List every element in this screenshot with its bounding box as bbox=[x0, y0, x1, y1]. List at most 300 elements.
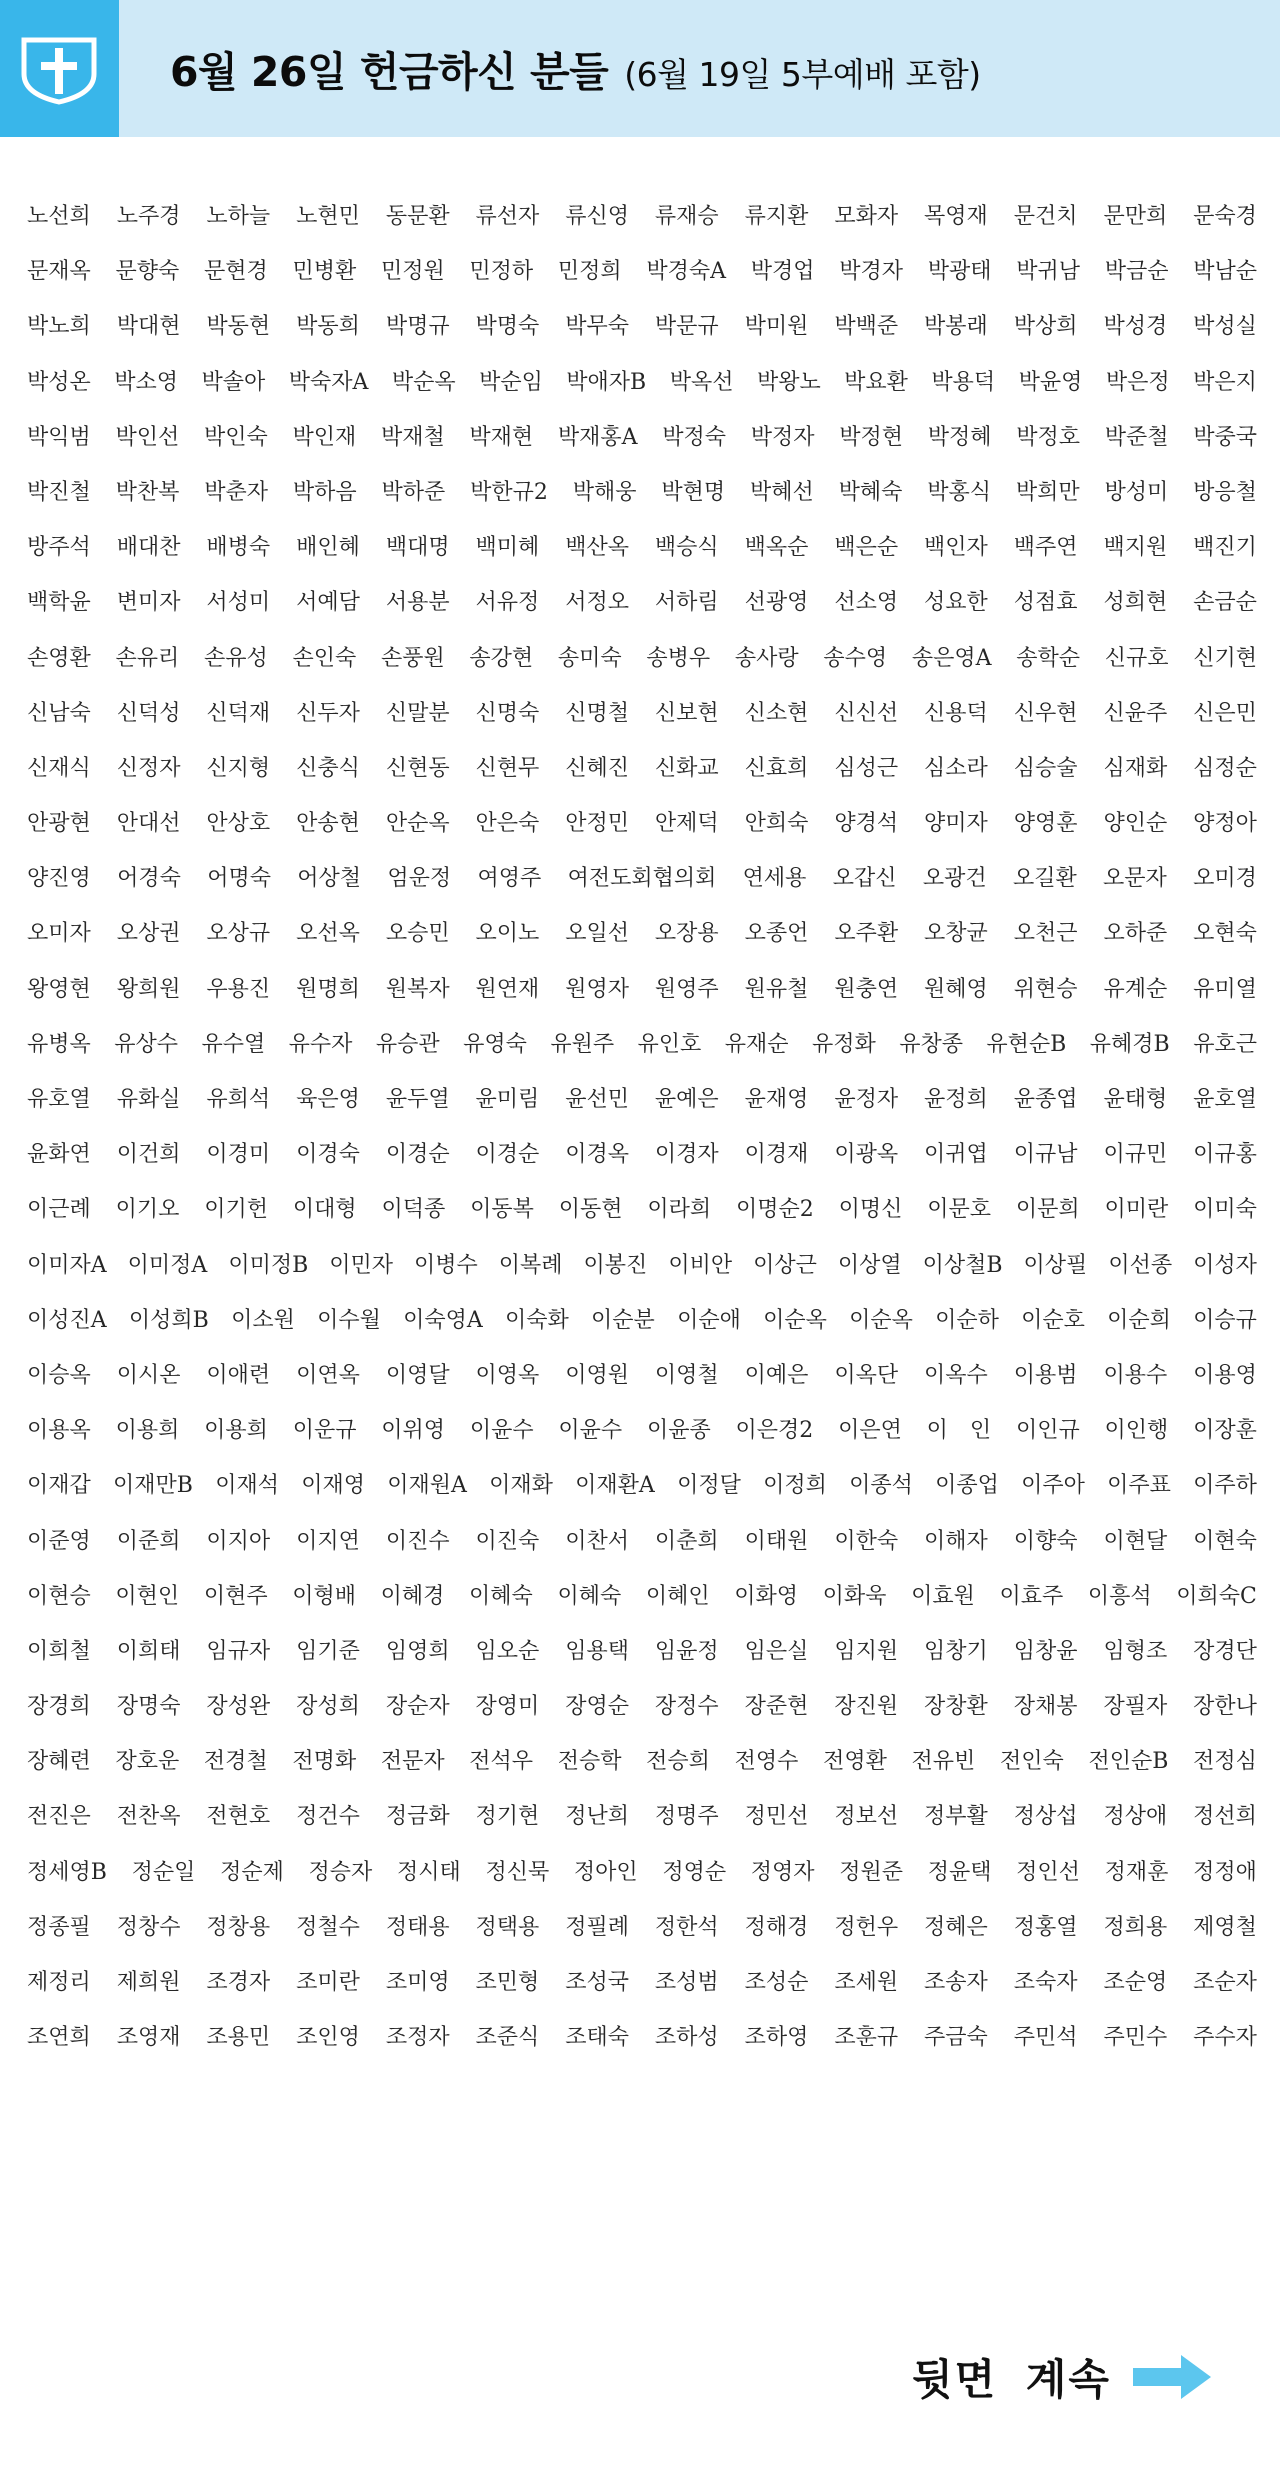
donor-name: 이영옥 bbox=[475, 1362, 540, 1388]
donor-name: 안광현 bbox=[27, 811, 91, 837]
donor-name: 정시태 bbox=[396, 1859, 461, 1885]
donor-name: 이용수 bbox=[1103, 1362, 1168, 1388]
donor-name: 이재갑 bbox=[27, 1473, 91, 1499]
donor-name: 전유빈 bbox=[911, 1749, 976, 1775]
donor-name: 심성근 bbox=[834, 755, 899, 781]
donor-name: 이소원 bbox=[231, 1307, 295, 1333]
donor-name: 이현주 bbox=[203, 1583, 268, 1609]
donor-name: 정승자 bbox=[308, 1859, 373, 1885]
donor-name: 신소현 bbox=[744, 700, 809, 726]
donor-name: 이주하 bbox=[1193, 1473, 1257, 1499]
donor-name: 이혜경 bbox=[380, 1583, 445, 1609]
donor-name: 이경순 bbox=[385, 1142, 450, 1168]
donor-name: 이성진A bbox=[27, 1307, 107, 1333]
donor-name: 이복례 bbox=[498, 1252, 563, 1278]
donor-name: 임윤정 bbox=[654, 1638, 719, 1664]
donor-name: 이지아 bbox=[206, 1528, 271, 1554]
donor-name: 박재현 bbox=[469, 424, 534, 450]
donor-name: 유화실 bbox=[116, 1087, 181, 1112]
donor-name: 이숙영A bbox=[403, 1307, 483, 1333]
donor-name: 정부활 bbox=[924, 1804, 988, 1830]
donor-name: 윤화연 bbox=[27, 1142, 91, 1168]
donor-name: 심정순 bbox=[1193, 755, 1257, 781]
donor-name: 이희숙C bbox=[1176, 1583, 1257, 1609]
donor-name: 박성온 bbox=[27, 369, 91, 395]
donor-name: 정영자 bbox=[750, 1859, 815, 1885]
donor-name: 송학순 bbox=[1016, 645, 1080, 671]
donor-name: 원충연 bbox=[834, 976, 899, 1002]
donor-name: 원명희 bbox=[296, 976, 360, 1002]
donor-name: 여전도회협의회 bbox=[567, 866, 717, 892]
donor-name: 이용범 bbox=[1013, 1362, 1078, 1388]
donor-name: 이혜숙 bbox=[469, 1583, 533, 1609]
title-main: 6월 26일 헌금하신 분들 bbox=[170, 48, 609, 96]
donor-name: 이미자A bbox=[27, 1252, 107, 1278]
donor-name: 백승식 bbox=[654, 535, 719, 561]
continue-label: 뒷면 계속 bbox=[912, 2355, 1111, 2404]
donor-name: 이경옥 bbox=[565, 1142, 629, 1168]
donor-name: 이재화 bbox=[489, 1473, 553, 1499]
donor-name: 정영순 bbox=[662, 1859, 727, 1885]
donor-name: 문만희 bbox=[1103, 204, 1168, 229]
donor-name: 선광영 bbox=[744, 590, 809, 616]
donor-name: 박봉래 bbox=[924, 314, 988, 340]
name-row bbox=[27, 1248, 1257, 1303]
page-title bbox=[170, 0, 981, 137]
donor-name: 임규자 bbox=[206, 1638, 271, 1664]
cross-shield-icon bbox=[20, 36, 98, 106]
donor-name: 박한규2 bbox=[470, 479, 548, 505]
donor-name: 오하준 bbox=[1103, 921, 1168, 947]
donor-name: 이명신 bbox=[838, 1197, 903, 1223]
donor-name: 어경숙 bbox=[117, 866, 181, 892]
donor-name: 이순호 bbox=[1021, 1307, 1085, 1333]
donor-name: 양영훈 bbox=[1013, 811, 1078, 837]
donor-name: 이주표 bbox=[1107, 1473, 1171, 1499]
donor-name: 이경순 bbox=[475, 1142, 540, 1168]
donor-name: 류재승 bbox=[654, 204, 719, 229]
donor-name: 여영주 bbox=[477, 866, 542, 892]
donor-name: 정상섭 bbox=[1013, 1804, 1078, 1830]
donor-name: 전명화 bbox=[292, 1749, 357, 1775]
donor-name: 이해자 bbox=[924, 1528, 988, 1554]
donor-name: 노선희 bbox=[27, 204, 91, 229]
donor-name: 유희석 bbox=[206, 1087, 271, 1112]
donor-name: 조민형 bbox=[475, 1970, 540, 1995]
donor-name: 박익범 bbox=[27, 424, 91, 450]
donor-name: 박정현 bbox=[839, 424, 904, 450]
donor-name: 유창종 bbox=[899, 1031, 963, 1057]
donor-name: 이봉진 bbox=[583, 1252, 648, 1278]
donor-name: 유정화 bbox=[811, 1031, 876, 1057]
donor-name: 오갑신 bbox=[832, 866, 897, 892]
donor-name: 정창용 bbox=[206, 1914, 271, 1940]
donor-name: 이지연 bbox=[296, 1528, 360, 1554]
name-row bbox=[27, 420, 1257, 475]
donor-name: 이경숙 bbox=[296, 1142, 360, 1168]
donor-name: 오상규 bbox=[206, 921, 271, 947]
donor-name: 이현숙 bbox=[1193, 1528, 1257, 1554]
donor-name: 이윤수 bbox=[558, 1418, 623, 1444]
right-arrow-icon bbox=[1133, 2355, 1211, 2399]
donor-name: 이태원 bbox=[744, 1528, 809, 1554]
donor-name: 양미자 bbox=[924, 811, 988, 837]
donor-name: 류지환 bbox=[744, 204, 809, 229]
donor-name: 안상호 bbox=[206, 811, 271, 837]
donor-name: 서용분 bbox=[385, 590, 450, 616]
donor-name: 이찬서 bbox=[565, 1528, 629, 1554]
donor-name: 원연재 bbox=[475, 976, 540, 1002]
donor-name: 이 인 bbox=[926, 1418, 992, 1444]
donor-name: 어명숙 bbox=[207, 866, 271, 892]
donor-name: 제정리 bbox=[27, 1970, 91, 1995]
donor-name: 정홍열 bbox=[1013, 1914, 1078, 1940]
name-row bbox=[27, 972, 1257, 1027]
donor-name: 신두자 bbox=[296, 700, 360, 726]
donor-name: 장명숙 bbox=[116, 1694, 181, 1720]
name-row bbox=[27, 585, 1257, 640]
donor-name: 조하영 bbox=[744, 2025, 809, 2051]
name-row bbox=[27, 1303, 1257, 1358]
donor-name: 장필자 bbox=[1103, 1694, 1168, 1720]
donor-name: 박미원 bbox=[744, 314, 809, 340]
donor-name: 장채봉 bbox=[1013, 1694, 1078, 1720]
name-row bbox=[27, 1965, 1257, 2020]
donor-name: 민정희 bbox=[557, 259, 622, 285]
donor-name: 이승규 bbox=[1193, 1307, 1257, 1333]
donor-name: 임영희 bbox=[385, 1638, 450, 1664]
donor-name: 안송현 bbox=[296, 811, 360, 837]
donor-name: 이미란 bbox=[1104, 1197, 1169, 1223]
donor-name: 이현인 bbox=[115, 1583, 180, 1609]
donor-name: 문향숙 bbox=[115, 259, 180, 285]
donor-name: 이재만B bbox=[113, 1473, 193, 1499]
donor-name: 임은실 bbox=[744, 1638, 809, 1664]
donor-name: 박무숙 bbox=[565, 314, 629, 340]
name-row bbox=[27, 861, 1257, 916]
donor-name: 박정호 bbox=[1016, 424, 1080, 450]
donor-name: 이효주 bbox=[999, 1583, 1064, 1609]
name-row bbox=[27, 199, 1257, 254]
donor-name: 오상권 bbox=[116, 921, 181, 947]
donor-name: 이병수 bbox=[414, 1252, 478, 1278]
donor-name: 정태용 bbox=[385, 1914, 450, 1940]
donor-name: 박요환 bbox=[844, 369, 908, 395]
donor-name: 조성범 bbox=[654, 1970, 719, 1995]
donor-name: 오길환 bbox=[1012, 866, 1077, 892]
donor-name: 임창기 bbox=[924, 1638, 988, 1664]
name-row bbox=[27, 751, 1257, 806]
donor-name: 오이노 bbox=[475, 921, 540, 947]
donor-name: 이명순2 bbox=[736, 1197, 814, 1223]
donor-name: 신덕성 bbox=[116, 700, 181, 726]
donor-name: 이광옥 bbox=[834, 1142, 899, 1168]
donor-name: 정윤택 bbox=[927, 1859, 992, 1885]
donor-name: 손유리 bbox=[115, 645, 180, 671]
donor-name: 오장용 bbox=[654, 921, 719, 947]
donor-name: 오승민 bbox=[385, 921, 450, 947]
donor-name: 정택용 bbox=[475, 1914, 540, 1940]
donor-name: 전석우 bbox=[469, 1749, 534, 1775]
donor-name: 박인선 bbox=[115, 424, 180, 450]
donor-name: 윤재영 bbox=[744, 1087, 809, 1112]
donor-name: 임오순 bbox=[475, 1638, 540, 1664]
donor-name: 방응철 bbox=[1193, 479, 1257, 505]
donor-name: 신남숙 bbox=[27, 700, 91, 726]
donor-name: 원유철 bbox=[744, 976, 809, 1002]
donor-name: 신명철 bbox=[565, 700, 629, 726]
donor-name: 신정자 bbox=[116, 755, 181, 781]
donor-name: 유원주 bbox=[550, 1031, 615, 1057]
donor-name: 주금숙 bbox=[924, 2025, 988, 2051]
donor-name: 장영순 bbox=[565, 1694, 629, 1720]
name-row bbox=[27, 1744, 1257, 1799]
donor-name: 신기현 bbox=[1193, 645, 1257, 671]
donor-name: 백학윤 bbox=[27, 590, 91, 616]
donor-name: 이귀엽 bbox=[924, 1142, 988, 1168]
donor-name: 장순자 bbox=[385, 1694, 450, 1720]
donor-name: 원영주 bbox=[654, 976, 719, 1002]
donor-name: 신지형 bbox=[206, 755, 271, 781]
donor-name: 장창환 bbox=[924, 1694, 988, 1720]
donor-name: 박백준 bbox=[834, 314, 899, 340]
donor-name: 조준식 bbox=[475, 2025, 540, 2051]
donor-name: 장한나 bbox=[1193, 1694, 1257, 1720]
donor-name: 손영환 bbox=[27, 645, 91, 671]
name-row bbox=[27, 365, 1257, 420]
donor-name: 민정원 bbox=[380, 259, 445, 285]
donor-name: 이기헌 bbox=[204, 1197, 269, 1223]
donor-name: 전승학 bbox=[557, 1749, 622, 1775]
donor-name: 이한숙 bbox=[834, 1528, 899, 1554]
donor-name: 주수자 bbox=[1193, 2025, 1257, 2051]
donor-name: 배인혜 bbox=[296, 535, 360, 561]
donor-name: 서예담 bbox=[296, 590, 360, 616]
donor-name: 이상필 bbox=[1023, 1252, 1088, 1278]
donor-name: 이영달 bbox=[385, 1362, 450, 1388]
donor-name: 이경자 bbox=[654, 1142, 719, 1168]
donor-name: 윤호열 bbox=[1193, 1087, 1257, 1112]
donor-name: 박용덕 bbox=[931, 369, 996, 395]
donor-name: 이재환A bbox=[575, 1473, 655, 1499]
donor-name: 송병우 bbox=[646, 645, 711, 671]
donor-name: 이용희 bbox=[204, 1418, 268, 1444]
donor-name: 신규호 bbox=[1104, 645, 1169, 671]
donor-name: 이문희 bbox=[1015, 1197, 1080, 1223]
donor-name: 제영철 bbox=[1193, 1914, 1257, 1940]
donor-name: 전정심 bbox=[1193, 1749, 1257, 1775]
donor-name: 안순옥 bbox=[385, 811, 450, 837]
donor-name: 이영철 bbox=[654, 1362, 719, 1388]
donor-name: 정난희 bbox=[565, 1804, 629, 1830]
donor-name: 이미정A bbox=[127, 1252, 208, 1278]
donor-name: 이동복 bbox=[470, 1197, 534, 1223]
donor-name: 송수영 bbox=[823, 645, 888, 671]
donor-name: 이종업 bbox=[935, 1473, 999, 1499]
donor-name: 정건수 bbox=[296, 1804, 360, 1830]
donor-name: 오일선 bbox=[565, 921, 629, 947]
donor-name: 오선옥 bbox=[296, 921, 360, 947]
donor-name: 원혜영 bbox=[924, 976, 988, 1002]
donor-name: 이인행 bbox=[1104, 1418, 1169, 1444]
donor-name: 정민선 bbox=[744, 1804, 809, 1830]
donor-name: 이라희 bbox=[647, 1197, 712, 1223]
donor-name: 박귀남 bbox=[1016, 259, 1080, 285]
donor-name: 왕희원 bbox=[116, 976, 181, 1002]
donor-name: 장성완 bbox=[206, 1694, 271, 1720]
donor-name: 이정달 bbox=[677, 1473, 741, 1499]
donor-name: 박동현 bbox=[206, 314, 271, 340]
donor-name: 조하성 bbox=[654, 2025, 719, 2051]
donor-name: 제희원 bbox=[116, 1970, 181, 1995]
donor-name: 윤예은 bbox=[654, 1087, 719, 1112]
donor-name: 장진원 bbox=[834, 1694, 899, 1720]
donor-name: 육은영 bbox=[296, 1087, 360, 1112]
donor-name: 박숙자A bbox=[288, 369, 369, 395]
donor-name: 연세용 bbox=[742, 866, 807, 892]
donor-name: 박진철 bbox=[27, 479, 91, 505]
donor-name: 서하림 bbox=[654, 590, 719, 616]
donor-name: 서유정 bbox=[475, 590, 540, 616]
donor-name: 박정자 bbox=[750, 424, 815, 450]
donor-name: 이윤수 bbox=[469, 1418, 534, 1444]
donor-name: 안제덕 bbox=[654, 811, 719, 837]
donor-name: 임창윤 bbox=[1013, 1638, 1078, 1664]
donor-name: 이예은 bbox=[744, 1362, 809, 1388]
donor-name: 백산옥 bbox=[565, 535, 629, 561]
donor-name: 박재철 bbox=[380, 424, 445, 450]
donor-name: 정해경 bbox=[744, 1914, 809, 1940]
donor-name: 이준영 bbox=[27, 1528, 91, 1554]
donor-name: 신덕재 bbox=[206, 700, 271, 726]
donor-name: 이대형 bbox=[292, 1197, 357, 1223]
donor-name: 송강현 bbox=[469, 645, 534, 671]
donor-name: 백지원 bbox=[1103, 535, 1168, 561]
donor-name: 신재식 bbox=[27, 755, 91, 781]
donor-name: 이효원 bbox=[911, 1583, 975, 1609]
donor-name: 장경희 bbox=[27, 1694, 91, 1720]
name-row bbox=[27, 806, 1257, 861]
donor-name: 정종필 bbox=[27, 1914, 91, 1940]
donor-name: 이덕종 bbox=[381, 1197, 446, 1223]
donor-name: 박경숙A bbox=[646, 259, 727, 285]
donor-name: 정재훈 bbox=[1104, 1859, 1169, 1885]
donor-name: 박홍식 bbox=[927, 479, 992, 505]
donor-name: 박노희 bbox=[27, 314, 91, 340]
donor-name: 유재순 bbox=[724, 1031, 789, 1057]
name-row bbox=[27, 1358, 1257, 1413]
donor-name: 박대현 bbox=[116, 314, 181, 340]
name-row bbox=[27, 1413, 1257, 1468]
donor-name: 유영숙 bbox=[463, 1031, 527, 1057]
donor-name: 이근례 bbox=[27, 1197, 91, 1223]
donor-name: 유수열 bbox=[201, 1031, 266, 1057]
donor-name: 전진은 bbox=[27, 1804, 91, 1830]
donor-name: 박은지 bbox=[1193, 369, 1257, 395]
donor-name: 이연옥 bbox=[296, 1362, 360, 1388]
donor-name: 정인선 bbox=[1016, 1859, 1080, 1885]
donor-name: 장성희 bbox=[296, 1694, 360, 1720]
donor-name: 조용민 bbox=[206, 2025, 271, 2051]
donor-name: 민병환 bbox=[292, 259, 357, 285]
donor-name: 선소영 bbox=[834, 590, 899, 616]
donor-name: 신충식 bbox=[296, 755, 360, 781]
donor-name: 이운규 bbox=[292, 1418, 357, 1444]
donor-name: 안은숙 bbox=[475, 811, 540, 837]
donor-name: 장정수 bbox=[654, 1694, 719, 1720]
donor-name: 박성경 bbox=[1103, 314, 1168, 340]
donor-name: 전경철 bbox=[203, 1749, 268, 1775]
donor-name: 이향숙 bbox=[1013, 1528, 1078, 1554]
donor-name: 정선희 bbox=[1193, 1804, 1257, 1830]
donor-name: 이순희 bbox=[1107, 1307, 1171, 1333]
name-row bbox=[27, 530, 1257, 585]
donor-name: 유수자 bbox=[288, 1031, 353, 1057]
donor-name: 유현순B bbox=[986, 1031, 1067, 1057]
donor-name: 윤태형 bbox=[1103, 1087, 1168, 1112]
donor-name: 정아인 bbox=[573, 1859, 638, 1885]
donor-name: 조성국 bbox=[565, 1970, 629, 1995]
donor-name: 이미숙 bbox=[1193, 1197, 1257, 1223]
donor-name: 문현경 bbox=[203, 259, 268, 285]
donor-name: 윤선민 bbox=[565, 1087, 629, 1112]
donor-name: 박소영 bbox=[114, 369, 178, 395]
donor-name: 유혜경B bbox=[1089, 1031, 1170, 1057]
donor-name: 신우현 bbox=[1013, 700, 1078, 726]
donor-name: 박상희 bbox=[1013, 314, 1078, 340]
donor-name: 박명규 bbox=[385, 314, 450, 340]
donor-name: 이문호 bbox=[927, 1197, 992, 1223]
donor-name: 이미정B bbox=[228, 1252, 309, 1278]
donor-name: 심재화 bbox=[1103, 755, 1168, 781]
donor-name: 임기준 bbox=[296, 1638, 360, 1664]
name-row bbox=[27, 254, 1257, 309]
donor-name: 신말분 bbox=[385, 700, 450, 726]
donor-name: 손풍원 bbox=[380, 645, 445, 671]
donor-name: 박광태 bbox=[927, 259, 992, 285]
donor-name: 조경자 bbox=[206, 1970, 271, 1995]
donor-name: 백미혜 bbox=[475, 535, 540, 561]
donor-name: 신화교 bbox=[654, 755, 719, 781]
donor-name: 박재홍A bbox=[557, 424, 638, 450]
donor-name: 이진수 bbox=[385, 1528, 450, 1554]
donor-name: 모화자 bbox=[834, 204, 899, 229]
donor-name: 이현달 bbox=[1103, 1528, 1168, 1554]
donor-name: 박순임 bbox=[479, 369, 543, 395]
donor-name: 박동희 bbox=[296, 314, 360, 340]
donor-name: 이형배 bbox=[292, 1583, 356, 1609]
donor-name: 박해웅 bbox=[572, 479, 637, 505]
donor-name: 송미숙 bbox=[557, 645, 622, 671]
donor-name: 이인규 bbox=[1015, 1418, 1080, 1444]
donor-name: 박솔아 bbox=[201, 369, 266, 395]
donor-name: 이건희 bbox=[116, 1142, 181, 1168]
donor-name: 박옥선 bbox=[669, 369, 734, 395]
donor-name: 이위영 bbox=[381, 1418, 446, 1444]
donor-name: 노현민 bbox=[296, 204, 360, 229]
donor-name: 박춘자 bbox=[204, 479, 269, 505]
donor-name-list bbox=[27, 199, 1257, 2075]
donor-name: 오주환 bbox=[834, 921, 899, 947]
donor-name: 신용덕 bbox=[924, 700, 988, 726]
donor-name: 이옥수 bbox=[924, 1362, 988, 1388]
donor-name: 손유성 bbox=[203, 645, 268, 671]
donor-name: 이혜숙 bbox=[557, 1583, 622, 1609]
donor-name: 이춘희 bbox=[654, 1528, 719, 1554]
donor-name: 이순분 bbox=[591, 1307, 655, 1333]
donor-name: 이순옥 bbox=[849, 1307, 913, 1333]
donor-name: 원복자 bbox=[385, 976, 450, 1002]
